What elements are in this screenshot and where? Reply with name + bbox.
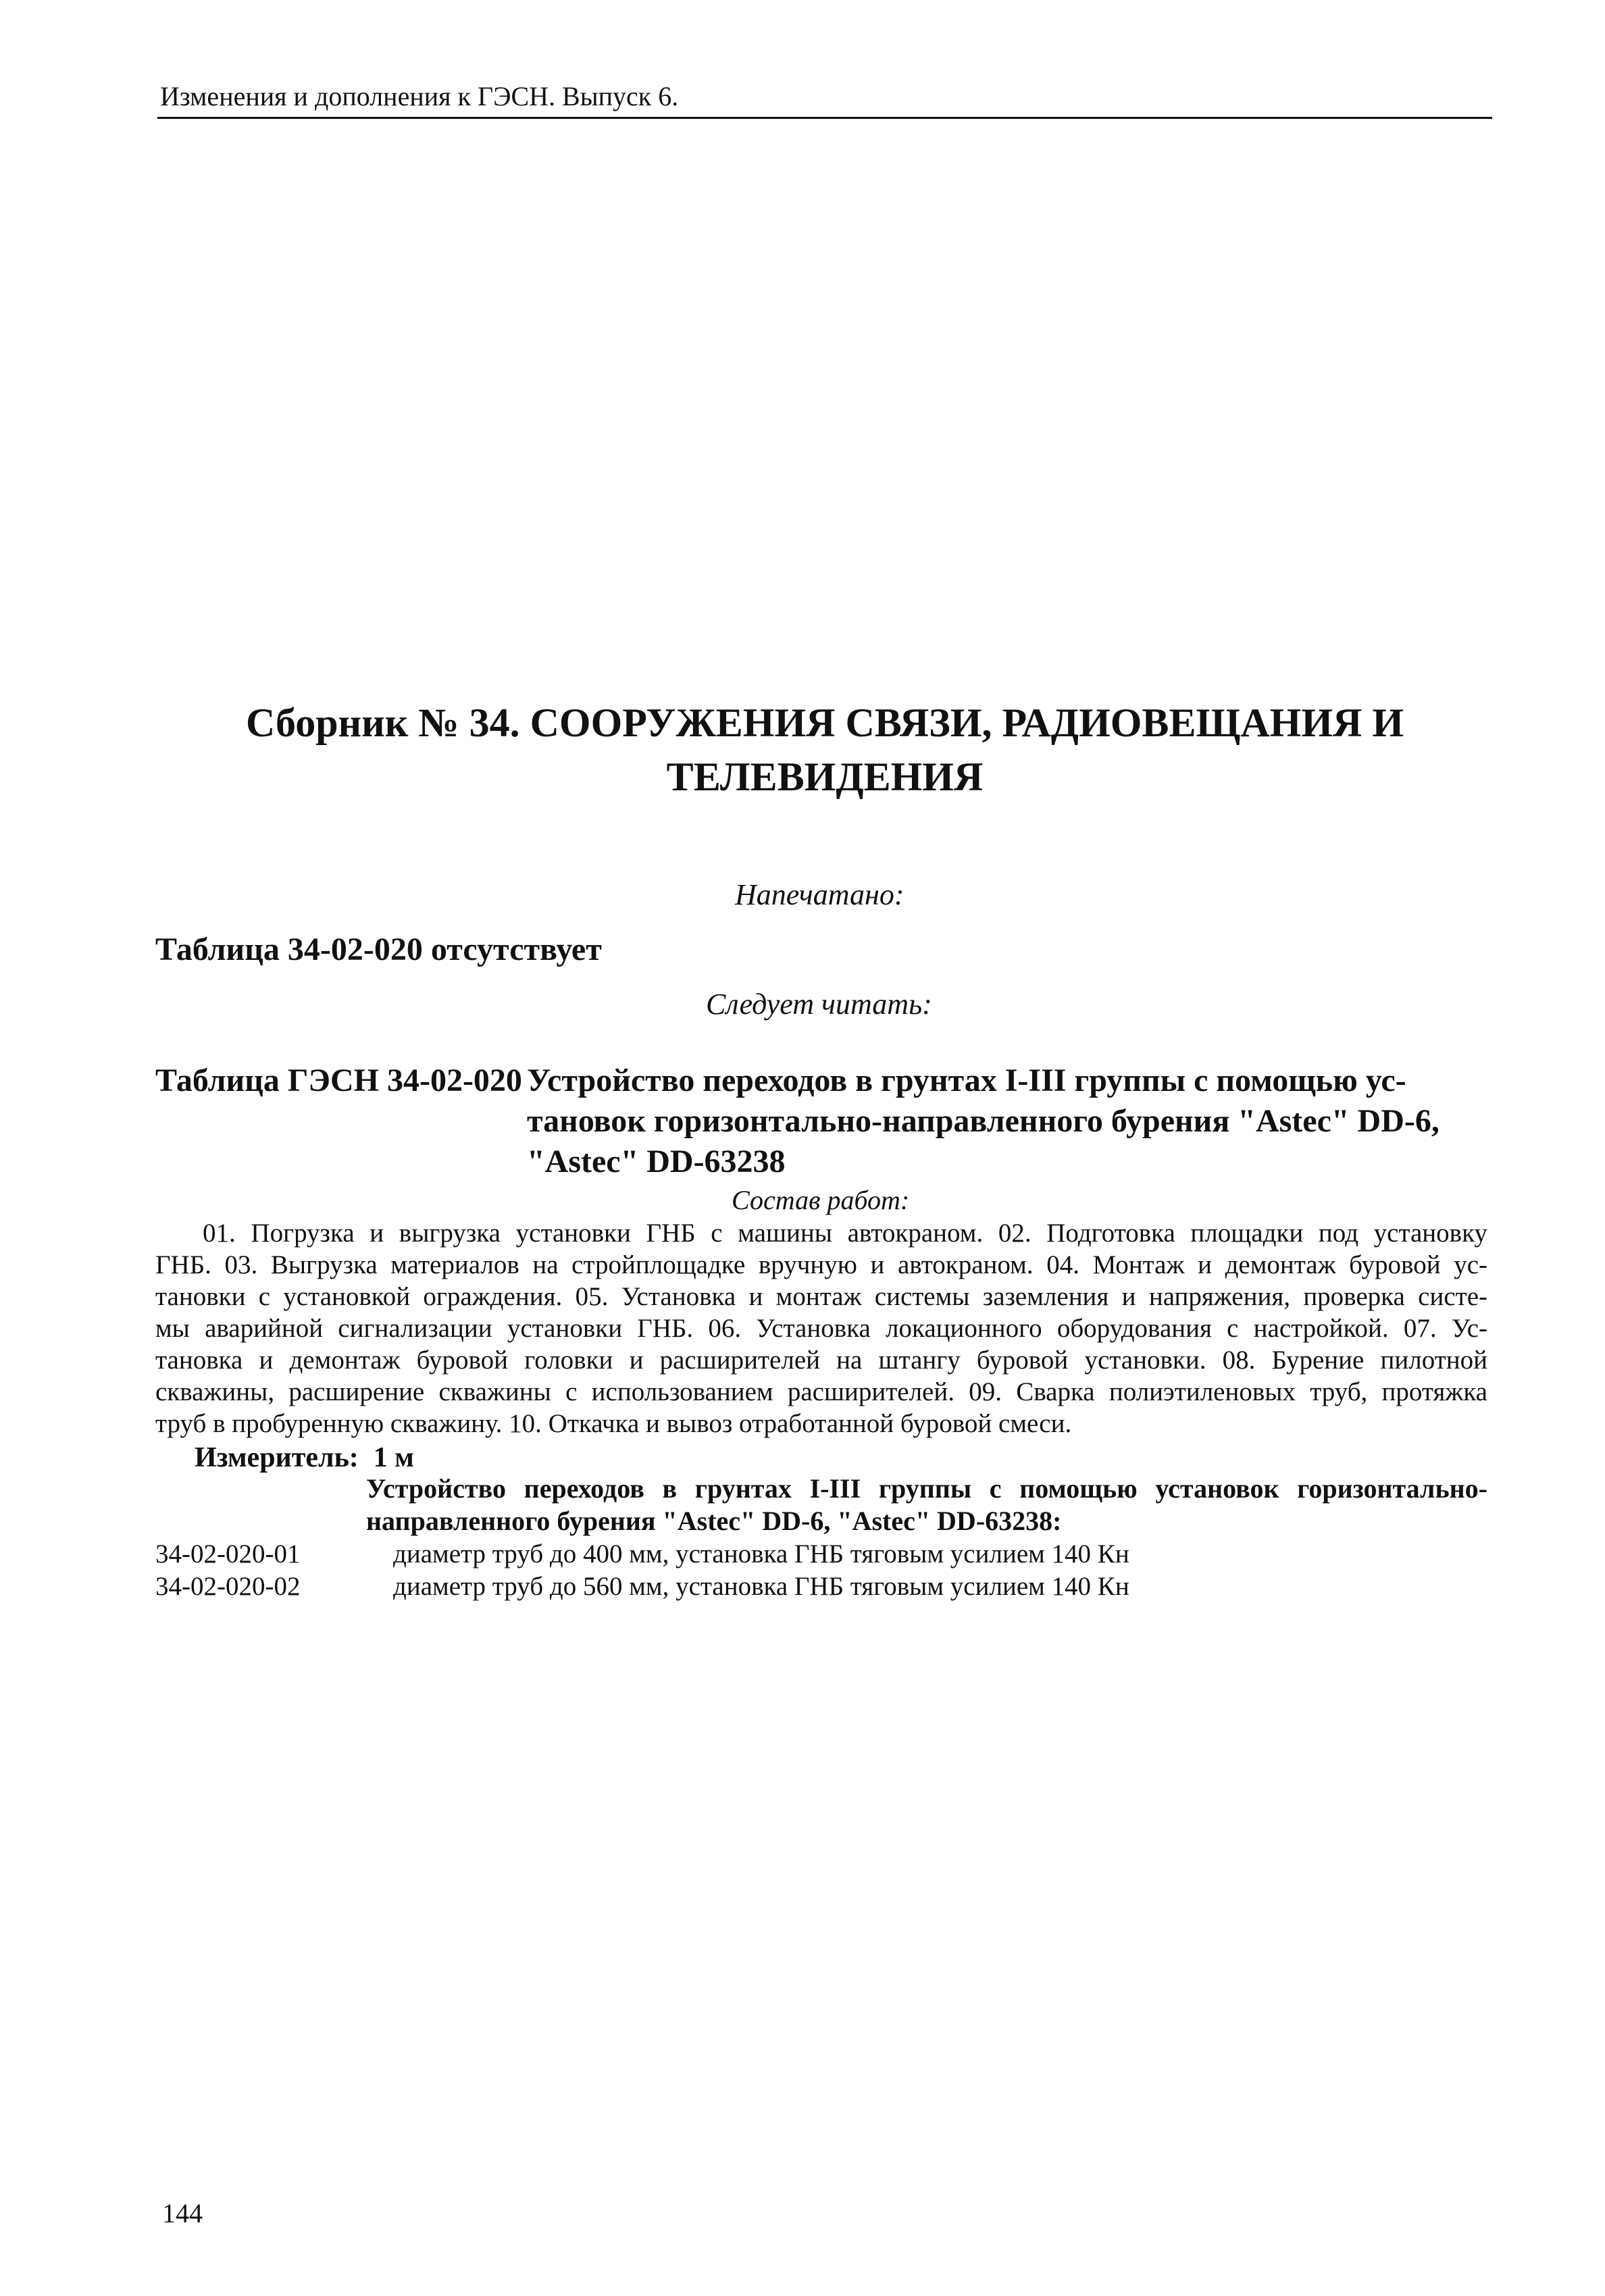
running-header: Изменения и дополнения к ГЭСН. Выпуск 6.: [160, 81, 679, 111]
works-line: 01. Погрузка и выгрузка установки ГНБ с машины автокраном. 02. Подготовка площадки под установку: [203, 1219, 1487, 1248]
table-title: [0, 1061, 1605, 1182]
works-line: труб в пробуренную скважину. 10. Откачка и вывоз отработанной буровой смеси.: [155, 1409, 1072, 1438]
works-description: [155, 1217, 1487, 1439]
meter: [195, 1440, 414, 1475]
norm-description: диаметр труб до 560 мм, установка ГНБ тяговым усилием 140 Кн: [393, 1572, 1129, 1601]
table-title-line-2: тановок горизонтально-направленного бурения "Astec" DD-6,: [527, 1103, 1440, 1139]
printed-text: Таблица 34-02-020 отсутствует: [155, 932, 602, 967]
table-title-prefix: Таблица ГЭСН 34-02-020: [155, 1063, 522, 1098]
norm-code: 34-02-020-02: [155, 1572, 301, 1601]
group-heading-line-2: направленного бурения "Astec" DD-6, "Astec" DD-63238:: [366, 1506, 1062, 1536]
printed-label: Напечатано:: [735, 878, 905, 911]
group-heading-line-1: Устройство переходов в грунтах I-III группы с помощью установок горизонтально-: [366, 1473, 1487, 1504]
table-title-line-3: "Astec" DD-63238: [527, 1144, 786, 1179]
works-line: мы аварийной сигнализации установки ГНБ. 06. Установка локационного оборудования с настройкой. 07. Ус-: [155, 1314, 1487, 1343]
meter-label: Измеритель:: [195, 1442, 359, 1473]
read-label: Следует читать:: [706, 988, 932, 1021]
norm-description: диаметр труб до 400 мм, установка ГНБ тяговым усилием 140 Кн: [393, 1539, 1129, 1568]
collection-title-line-2: ТЕЛЕВИДЕНИЯ: [666, 755, 984, 799]
meter-value: 1 м: [373, 1442, 414, 1473]
header-rule: [157, 117, 1492, 119]
collection-title: [157, 696, 1492, 804]
works-label: Состав работ:: [732, 1185, 910, 1215]
works-line: тановки с установкой ограждения. 05. Установка и монтаж системы заземления и напряжения, проверка систе-: [155, 1282, 1487, 1311]
page-number: 144: [162, 2198, 203, 2228]
collection-title-line-1: Сборник № 34. СООРУЖЕНИЯ СВЯЗИ, РАДИОВЕЩАНИЯ И: [245, 700, 1404, 745]
norm-code: 34-02-020-01: [155, 1539, 301, 1568]
works-line: ГНБ. 03. Выгрузка материалов на стройплощадке вручную и автокраном. 04. Монтаж и демонтаж буровой ус-: [155, 1250, 1487, 1279]
group-heading: [366, 1473, 1487, 1537]
works-line: тановка и демонтаж буровой головки и расширителей на штангу буровой установки. 08. Бурение пилотной: [155, 1346, 1487, 1375]
works-line: скважины, расширение скважины с использованием расширителей. 09. Сварка полиэтиленовых труб, протяжка: [155, 1377, 1487, 1406]
table-title-line-1: Устройство переходов в грунтах I-III группы с помощью ус-: [527, 1063, 1406, 1098]
